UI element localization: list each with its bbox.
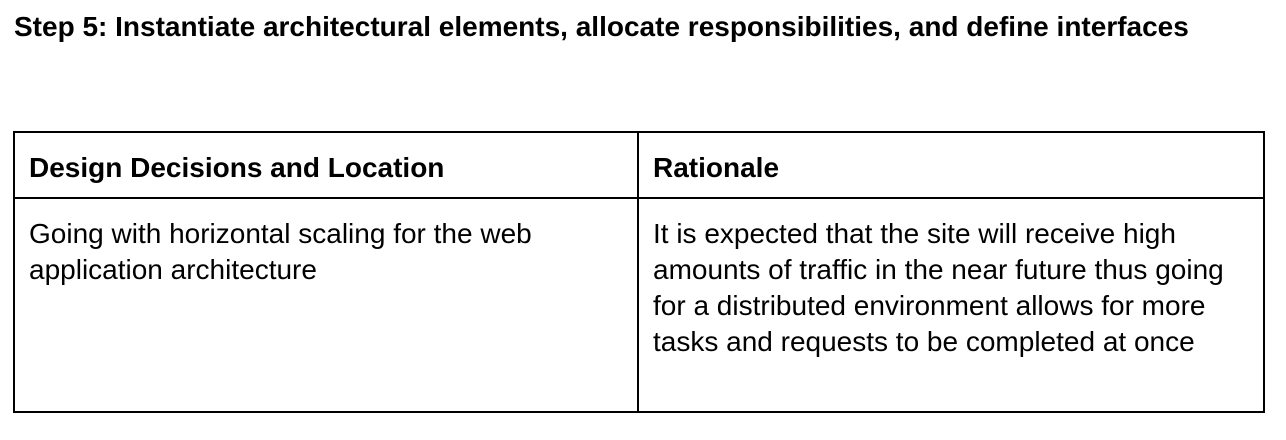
- header-rationale: Rationale: [638, 132, 1264, 198]
- rationale-cell: It is expected that the site will receive high amounts of traffic in the near future thus going for a distributed environment allows for more tasks and requests to be completed at once: [638, 198, 1264, 412]
- header-design-decisions: Design Decisions and Location: [14, 132, 638, 198]
- table-row: [14, 198, 1264, 412]
- design-decisions-table: [13, 131, 1265, 413]
- table-header-row: [14, 132, 1264, 198]
- decision-cell: Going with horizontal scaling for the web application architecture: [14, 198, 638, 412]
- step-heading: Step 5: Instantiate architectural elements, allocate responsibilities, and define interfaces: [14, 11, 1189, 42]
